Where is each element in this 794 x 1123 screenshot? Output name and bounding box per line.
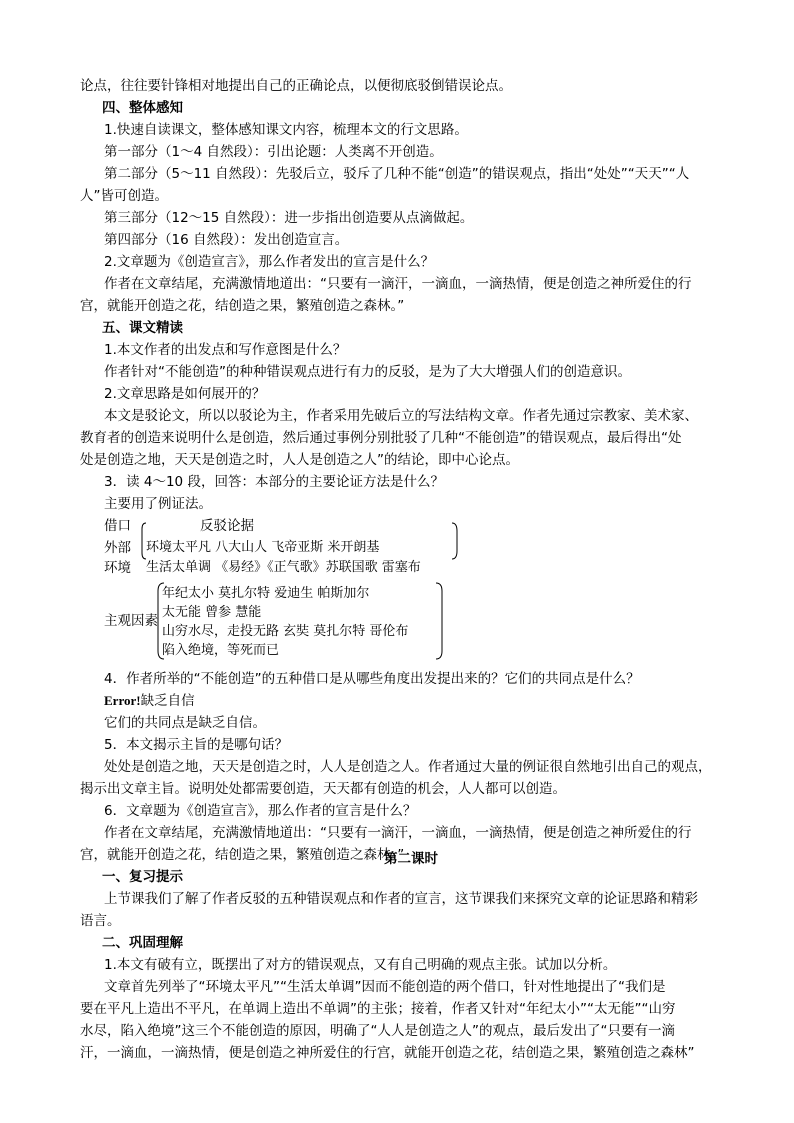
lesson-title: 第二课时 [384, 851, 438, 867]
diagram-column-header: 借口 [104, 518, 131, 534]
diagram-label: 外部 [104, 540, 131, 556]
text-line: 主要用了例证法。 [104, 496, 212, 512]
error-marker: Error! [104, 693, 141, 708]
text-line: 第一部分（1～4 自然段）：引出论题：人类离不开创造。 [104, 144, 443, 160]
question: 2.文章思路是如何展开的？ [104, 386, 266, 402]
text-line: 上节课我们了解了作者反驳的五种错误观点和作者的宣言，这节课我们来探究文章的论证思路和精彩 [104, 891, 698, 907]
text-line: 揭示出文章主旨。说明处处都需要创造，天天都有创造的机会，人人都可以创造。 [80, 781, 566, 797]
diagram-row: 山穷水尽，走投无路 玄奘 莫扎尔特 哥伦布 [162, 624, 409, 639]
text-line: 它们的共同点是缺乏自信。 [104, 715, 266, 731]
section-heading-1: 一、复习提示 [102, 869, 183, 885]
section-heading-4: 四、整体感知 [102, 100, 183, 116]
text-line: 第三部分（12～15 自然段）：进一步指出创造要从点滴做起。 [104, 210, 474, 226]
question: 1.本文有破有立，既摆出了对方的错误观点，又有自己明确的观点主张。试加以分析。 [104, 957, 617, 973]
diagram-brackets [80, 515, 720, 695]
diagram-column-header: 反驳论据 [200, 518, 254, 534]
question: 2.文章题为《创造宣言》，那么作者发出的宣言是什么？ [104, 254, 435, 270]
diagram-label: 主观因素 [104, 613, 158, 629]
text-line: 文章首先列举了“环境太平凡”“生活太单调”因而不能创造的两个借口，针对性地提出了“我们是 [104, 979, 666, 995]
text-line: 作者针对“不能创造”的种种错误观点进行有力的反驳，是为了大大增强人们的创造意识。 [104, 364, 631, 380]
text-line: 作者在文章结尾，充满激情地道出：“只要有一滴汗，一滴血，一滴热情，便是创造之神所爱住的行 [104, 276, 692, 292]
diagram-row: 太无能 曾参 慧能 [162, 605, 262, 620]
document-page [80, 0, 720, 1123]
text-line: 教育者的创造来说明什么是创造，然后通过事例分别批驳了几种“不能创造”的错误观点，最后得出“处 [80, 430, 682, 446]
text-line: 1.快速自读课文，整体感知课文内容，梳理本文的行文思路。 [104, 122, 468, 138]
text-line: 要在平凡上造出不平凡，在单调上造出不单调”的主张；接着，作者又针对“年纪太小”“太无能”“山穷 [80, 1001, 676, 1017]
question: 4．作者所举的“不能创造”的五种借口是从哪些角度出发提出来的？它们的共同点是什么？ [104, 671, 640, 687]
text-line: 语言。 [80, 913, 121, 929]
text-line: 第二部分（5～11 自然段）：先驳后立，驳斥了几种不能“创造”的错误观点，指出“处处”“天天”“人 [104, 166, 690, 182]
section-heading-5: 五、课文精读 [102, 320, 183, 336]
text-line: 水尽，陷入绝境”这三个不能创造的原因，明确了“人人是创造之人”的观点，最后发出了“只要有一滴 [80, 1023, 675, 1039]
text-line: 处是创造之地，天天是创造之时，人人是创造之人”的结论，即中心论点。 [80, 452, 519, 468]
diagram-row: 陷入绝境，等死而已 [162, 643, 280, 658]
text-line: 作者在文章结尾，充满激情地道出：“只要有一滴汗，一滴血，一滴热情，便是创造之神所爱住的行 [104, 825, 692, 841]
error-text: 缺乏自信 [140, 693, 195, 709]
error-line [104, 691, 195, 711]
diagram-label: 环境 [104, 560, 131, 576]
diagram-row: 环境太平凡 八大山人 飞帝亚斯 米开朗基 [146, 540, 380, 555]
diagram-row: 年纪太小 莫扎尔特 爱迪生 帕斯加尔 [162, 586, 370, 601]
text-line: 汗，一滴血，一滴热情，便是创造之神所爱住的行宫，就能开创造之花，结创造之果，繁殖创造之森林” [80, 1045, 695, 1061]
section-heading-2: 二、巩固理解 [102, 935, 183, 951]
diagram-row: 生活太单调 《易经》《正气歌》苏联国歌 雷塞布 [146, 560, 421, 575]
text-line: 人”皆可创造。 [80, 188, 168, 204]
text-line: 本文是驳论文，所以以驳论为主，作者采用先破后立的写法结构文章。作者先通过宗教家、美术家、 [104, 408, 698, 424]
text-line: 处处是创造之地，天天是创造之时，人人是创造之人。作者通过大量的例证很自然地引出自己的观点， [104, 759, 712, 775]
text-line: 论点，往往要针锋相对地提出自己的正确论点，以便彻底驳倒错误论点。 [80, 78, 512, 94]
text-line: 宫，就能开创造之花，结创造之果，繁殖创造之森林。” [80, 847, 405, 863]
question: 6．文章题为《创造宣言》，那么作者的宣言是什么？ [104, 803, 417, 819]
text-line: 第四部分（16 自然段）：发出创造宣言。 [104, 232, 349, 248]
text-line: 宫，就能开创造之花，结创造之果，繁殖创造之森林。” [80, 298, 405, 314]
question: 5．本文揭示主旨的是哪句话？ [104, 737, 289, 753]
question: 1.本文作者的出发点和写作意图是什么？ [104, 342, 347, 358]
question: 3．读 4～10 段，回答：本部分的主要论证方法是什么？ [104, 474, 444, 490]
